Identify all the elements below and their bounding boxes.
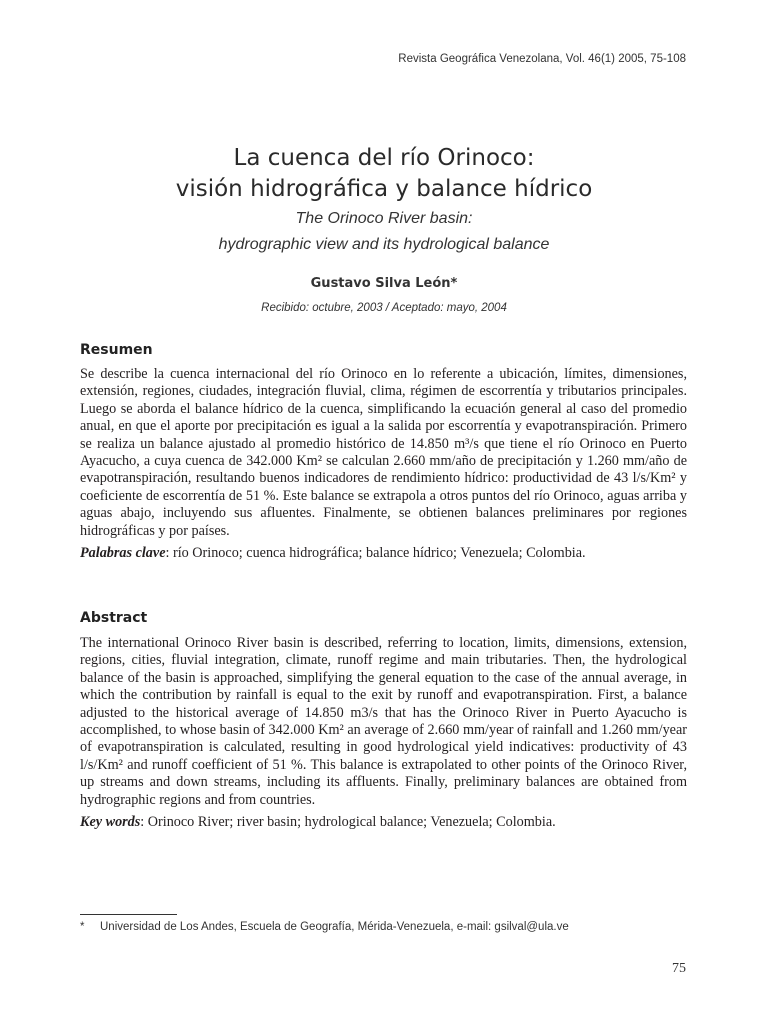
- abstract-section: [80, 609, 687, 831]
- footnote-text: Universidad de Los Andes, Escuela de Geografía, Mérida-Venezuela, e-mail: gsilval@ula.ve: [100, 921, 569, 933]
- page-number: 75: [672, 961, 686, 976]
- received-accepted-dates: Recibido: octubre, 2003 / Aceptado: mayo, 2004: [261, 302, 507, 314]
- title-spanish-line1: La cuenca del río Orinoco:: [233, 145, 535, 171]
- resumen-keywords-label: Palabras clave: [80, 545, 166, 562]
- abstract-keywords: [80, 814, 687, 831]
- abstract-keywords-list: : Orinoco River; river basin; hydrological balance; Venezuela; Colombia.: [140, 814, 556, 831]
- footnote-divider: [80, 914, 177, 915]
- resumen-body: Se describe la cuenca internacional del río Orinoco en lo referente a ubicación, límites, dimensiones, extensión, regiones, ciudades, integración fluvial, clima, régimen de escorrentía y tributarios principales. Luego se aborda el balance hídrico de la cuenca, simplificando la ecuación general al caso del promedio anual, en que el aporte por precipitación es igual a la salida por escorrentía y evapotranspiración. Primero se realiza un balance ajustado al promedio histórico de 14.850 m³/s que tiene el río Orinoco en Puerto Ayacucho, a cuya cuenca de 342.000 Km² se calculan 2.660 mm/año de precipitación y 1.260 mm/año de evapotranspiración, resultando buenos indicadores de rendimiento hídrico: productividad de 43 l/s/Km² y coeficiente de escorrentía de 51 %. Este balance se extrapola a otros puntos del río Orinoco, aguas arriba y aguas abajo, incluyendo sus afluentes. Finalmente, se obtienen balances preliminares por regiones hidrográficas y por países.: [80, 366, 687, 539]
- abstract-body: The international Orinoco River basin is described, referring to location, limits, dimensions, extension, regions, cities, fluvial integration, climate, runoff regime and main tributaries. Then, the hydrological balance of the basin is approached, simplifying the general equation to the case of the annual average, in which the contribution by rainfall is equal to the exit by runoff and evapotranspiration. First, a balance adjusted to the historical average of 14.850 m3/s that has the Orinoco River in Puerto Ayacucho is accomplished, to whose basin of 342.000 Km² an average of 2.660 mm/year of rainfall and 1.260 mm/year of evapotranspiration is calculated, resulting in good hydrological yield indicatives: productivity of 43 l/s/Km² and runoff coefficient of 51 %. This balance is extrapolated to other points of the Orinoco River, up streams and down streams, including its affluents. Finally, preliminary balances are obtained from hydrographic regions and from countries.: [80, 635, 687, 808]
- title-english-line1: The Orinoco River basin:: [295, 210, 473, 227]
- resumen-keywords-list: : río Orinoco; cuenca hidrográfica; balance hídrico; Venezuela; Colombia.: [165, 545, 586, 562]
- title-english-line2: hydrographic view and its hydrological balance: [218, 236, 550, 253]
- footnote: [80, 921, 720, 933]
- author-name: Gustavo Silva León*: [310, 276, 458, 291]
- resumen-heading: Resumen: [80, 342, 153, 358]
- journal-citation: Revista Geográfica Venezolana, Vol. 46(1) 2005, 75-108: [398, 53, 686, 65]
- title-spanish-line2: visión hidrográfica y balance hídrico: [175, 176, 593, 202]
- abstract-keywords-label: Key words: [80, 814, 141, 831]
- abstract-heading: Abstract: [80, 610, 148, 626]
- resumen-keywords: [80, 545, 687, 562]
- resumen-section: [80, 341, 687, 562]
- title-block: [0, 143, 768, 257]
- footnote-mark: *: [80, 921, 85, 933]
